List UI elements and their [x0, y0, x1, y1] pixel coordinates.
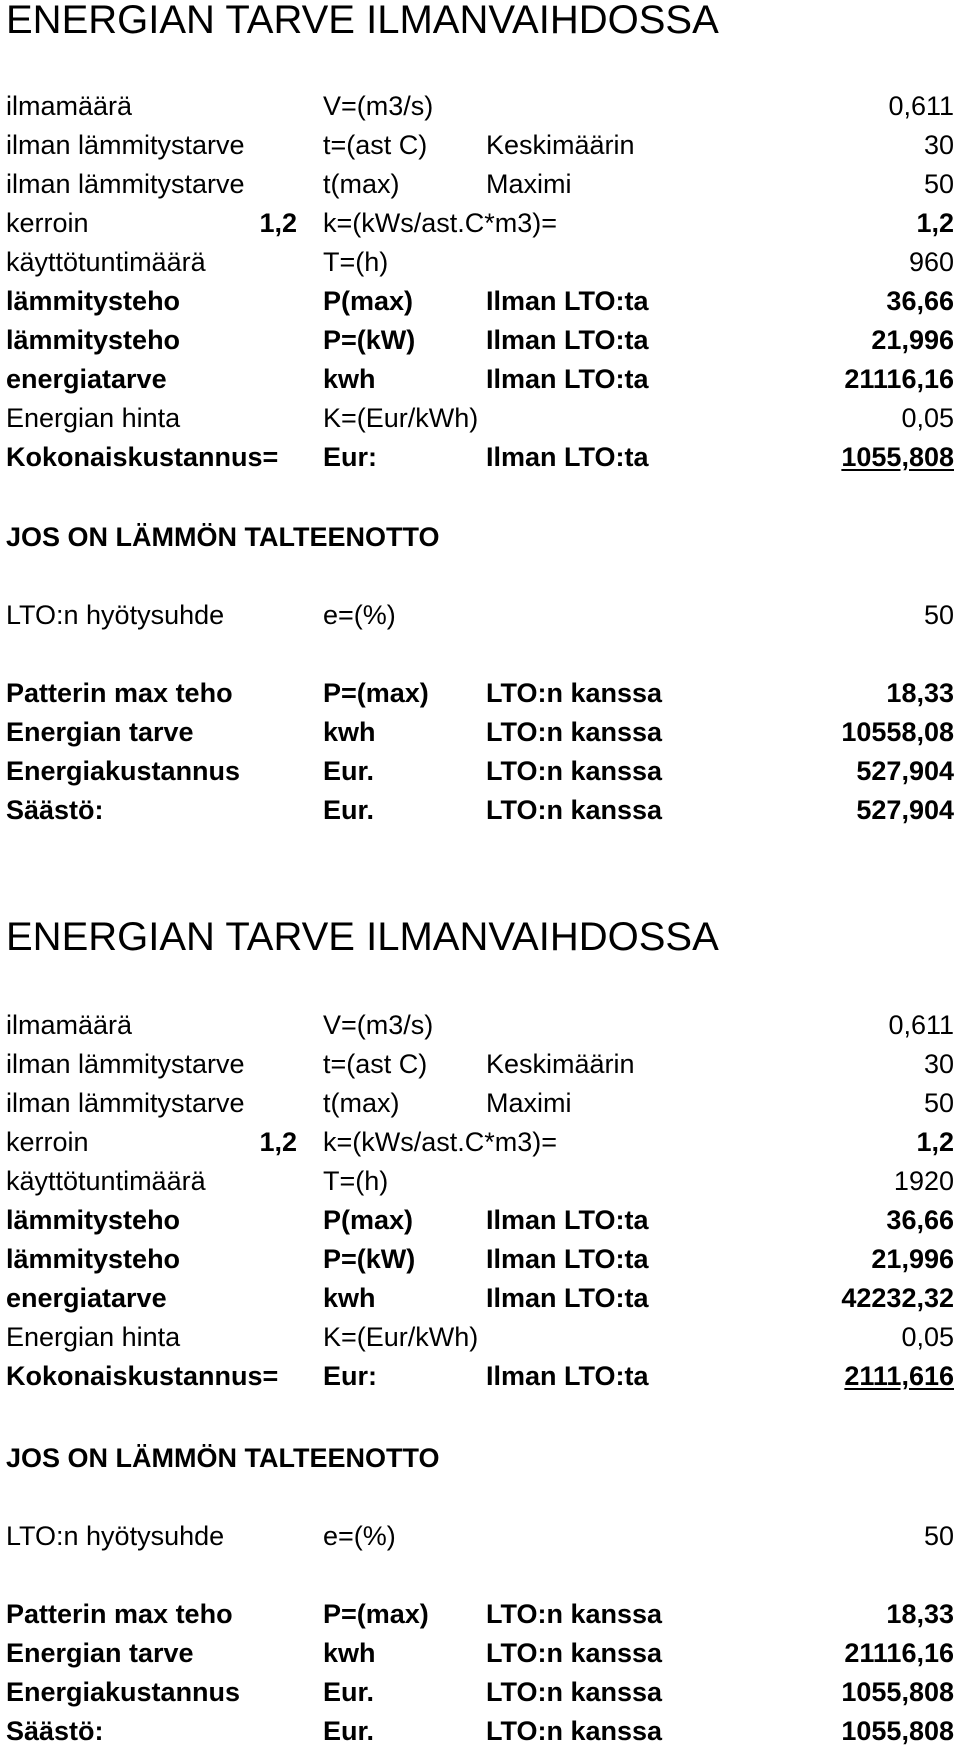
- section-title: ENERGIAN TARVE ILMANVAIHDOSSA: [6, 0, 719, 42]
- row-label: Energiakustannus: [6, 756, 241, 786]
- row-label: kerroin: [6, 208, 89, 238]
- row-note: Keskimäärin: [486, 1049, 635, 1079]
- row-value: 42232,32: [841, 1283, 954, 1313]
- row-unit: K=(Eur/kWh): [323, 1322, 479, 1352]
- row-value: 1055,808: [841, 1677, 954, 1707]
- total-value: 2111,616: [844, 1361, 954, 1391]
- row-value: 1,2: [916, 1127, 954, 1157]
- row-unit: kwh: [323, 1638, 376, 1668]
- row-note: Ilman LTO:ta: [486, 1244, 649, 1274]
- row-unit: T=(h): [323, 247, 389, 277]
- row-unit: P=(kW): [323, 325, 416, 355]
- row-unit: kwh: [323, 717, 376, 747]
- total-row: [0, 1361, 960, 1397]
- lto-heading: JOS ON LÄMMÖN TALTEENOTTO: [6, 1443, 440, 1473]
- row-unit: P=(kW): [323, 1244, 416, 1274]
- row-label: ilman lämmitystarve: [6, 1088, 245, 1118]
- section-title: ENERGIAN TARVE ILMANVAIHDOSSA: [6, 915, 719, 959]
- row-label: LTO:n hyötysuhde: [6, 600, 225, 630]
- row-unit: V=(m3/s): [323, 91, 434, 121]
- lto-row: [0, 1599, 960, 1635]
- row-label: Patterin max teho: [6, 678, 233, 708]
- row-value: 0,05: [901, 403, 954, 433]
- data-row: [0, 1166, 960, 1202]
- data-row: [0, 1088, 960, 1124]
- row-unit: t(max): [323, 169, 400, 199]
- data-row: [0, 1244, 960, 1280]
- row-unit: kwh: [323, 1283, 376, 1313]
- row-label: Energian hinta: [6, 403, 181, 433]
- data-row: [0, 91, 960, 127]
- data-row: [0, 364, 960, 400]
- row-label: ilman lämmitystarve: [6, 1049, 245, 1079]
- row-mid-value: 1,2: [259, 208, 297, 238]
- row-value: 50: [923, 1088, 954, 1118]
- row-unit: P(max): [323, 1205, 414, 1235]
- row-note: LTO:n kanssa: [486, 1716, 663, 1746]
- row-unit: Eur.: [323, 1677, 375, 1707]
- row-unit: P(max): [323, 286, 414, 316]
- lto-row: [0, 756, 960, 792]
- row-label: energiatarve: [6, 364, 167, 394]
- row-label: ilman lämmitystarve: [6, 169, 245, 199]
- row-label: lämmitysteho: [6, 286, 181, 316]
- row-label: Säästö:: [6, 1716, 104, 1746]
- row-label: Kokonaiskustannus=: [6, 1361, 279, 1391]
- row-note: LTO:n kanssa: [486, 1638, 663, 1668]
- row-label: lämmitysteho: [6, 1244, 181, 1274]
- row-label: LTO:n hyötysuhde: [6, 1521, 225, 1551]
- lto-heading: JOS ON LÄMMÖN TALTEENOTTO: [6, 522, 440, 552]
- row-unit: Eur:: [323, 442, 377, 472]
- row-unit: Eur.: [323, 756, 375, 786]
- row-unit: K=(Eur/kWh): [323, 403, 479, 433]
- row-value: 21116,16: [844, 364, 954, 394]
- row-unit: k=(kWs/ast.C*m3)=: [323, 1127, 558, 1157]
- row-unit: t(max): [323, 1088, 400, 1118]
- data-row: [0, 286, 960, 322]
- row-note: Ilman LTO:ta: [486, 325, 649, 355]
- row-value: 50: [923, 169, 954, 199]
- row-note: Ilman LTO:ta: [486, 286, 649, 316]
- row-value: 21,996: [871, 1244, 954, 1274]
- row-value: 527,904: [856, 756, 954, 786]
- lto-row: [0, 678, 960, 714]
- row-value: 21116,16: [844, 1638, 954, 1668]
- row-unit: P=(max): [323, 678, 429, 708]
- row-note: Ilman LTO:ta: [486, 1205, 649, 1235]
- row-value: 36,66: [886, 1205, 954, 1235]
- row-value: 0,05: [901, 1322, 954, 1352]
- row-value: 50: [923, 600, 954, 630]
- data-row: [0, 208, 960, 244]
- row-label: Patterin max teho: [6, 1599, 233, 1629]
- row-note: LTO:n kanssa: [486, 795, 663, 825]
- row-note: LTO:n kanssa: [486, 756, 663, 786]
- row-label: kerroin: [6, 1127, 89, 1157]
- row-note: Ilman LTO:ta: [486, 1283, 649, 1313]
- row-label: lämmitysteho: [6, 325, 181, 355]
- row-value: 18,33: [886, 1599, 954, 1629]
- row-value: 30: [923, 130, 954, 160]
- row-value: 36,66: [886, 286, 954, 316]
- row-note: Ilman LTO:ta: [486, 1361, 649, 1391]
- row-note: Ilman LTO:ta: [486, 442, 649, 472]
- data-row: [0, 1049, 960, 1085]
- row-label: Kokonaiskustannus=: [6, 442, 279, 472]
- data-row: [0, 403, 960, 439]
- data-row: [0, 1127, 960, 1163]
- row-note: LTO:n kanssa: [486, 1677, 663, 1707]
- row-value: 527,904: [856, 795, 954, 825]
- row-unit: V=(m3/s): [323, 1010, 434, 1040]
- data-row: [0, 325, 960, 361]
- row-label: ilmamäärä: [6, 1010, 133, 1040]
- data-row: [0, 1322, 960, 1358]
- row-label: Energian hinta: [6, 1322, 181, 1352]
- row-unit: kwh: [323, 364, 376, 394]
- row-value: 960: [908, 247, 954, 277]
- row-unit: P=(max): [323, 1599, 429, 1629]
- data-row: [0, 247, 960, 283]
- row-label: lämmitysteho: [6, 1205, 181, 1235]
- data-row: [0, 1205, 960, 1241]
- row-value: 21,996: [871, 325, 954, 355]
- row-unit: Eur:: [323, 1361, 377, 1391]
- row-label: Energian tarve: [6, 1638, 194, 1668]
- row-note: Maximi: [486, 169, 572, 199]
- row-label: Säästö:: [6, 795, 104, 825]
- row-unit: t=(ast C): [323, 1049, 428, 1079]
- row-value: 0,611: [888, 91, 954, 121]
- lto-row: [0, 795, 960, 831]
- row-value: 10558,08: [841, 717, 954, 747]
- row-value: 1055,808: [841, 1716, 954, 1746]
- row-note: Keskimäärin: [486, 130, 635, 160]
- row-unit: e=(%): [323, 600, 396, 630]
- row-value: 0,611: [888, 1010, 954, 1040]
- row-label: käyttötuntimäärä: [6, 247, 206, 277]
- row-label: ilman lämmitystarve: [6, 130, 245, 160]
- row-value: 1,2: [916, 208, 954, 238]
- row-unit: Eur.: [323, 1716, 375, 1746]
- total-value: 1055,808: [841, 442, 954, 472]
- data-row: [0, 1283, 960, 1319]
- row-note: LTO:n kanssa: [486, 717, 663, 747]
- efficiency-row: [0, 1521, 960, 1557]
- row-note: Ilman LTO:ta: [486, 364, 649, 394]
- row-note: LTO:n kanssa: [486, 1599, 663, 1629]
- row-value: 1920: [893, 1166, 954, 1196]
- row-label: käyttötuntimäärä: [6, 1166, 206, 1196]
- row-unit: t=(ast C): [323, 130, 428, 160]
- data-row: [0, 1010, 960, 1046]
- row-value: 18,33: [886, 678, 954, 708]
- lto-row: [0, 1638, 960, 1674]
- efficiency-row: [0, 600, 960, 636]
- row-mid-value: 1,2: [259, 1127, 297, 1157]
- row-label: ilmamäärä: [6, 91, 133, 121]
- lto-row: [0, 1677, 960, 1713]
- row-unit: T=(h): [323, 1166, 389, 1196]
- row-value: 50: [923, 1521, 954, 1551]
- total-row: [0, 442, 960, 478]
- row-label: Energian tarve: [6, 717, 194, 747]
- data-row: [0, 130, 960, 166]
- row-unit: e=(%): [323, 1521, 396, 1551]
- row-note: LTO:n kanssa: [486, 678, 663, 708]
- row-label: Energiakustannus: [6, 1677, 241, 1707]
- lto-row: [0, 717, 960, 753]
- row-unit: k=(kWs/ast.C*m3)=: [323, 208, 558, 238]
- lto-row: [0, 1716, 960, 1752]
- data-row: [0, 169, 960, 205]
- row-value: 30: [923, 1049, 954, 1079]
- row-note: Maximi: [486, 1088, 572, 1118]
- row-unit: Eur.: [323, 795, 375, 825]
- row-label: energiatarve: [6, 1283, 167, 1313]
